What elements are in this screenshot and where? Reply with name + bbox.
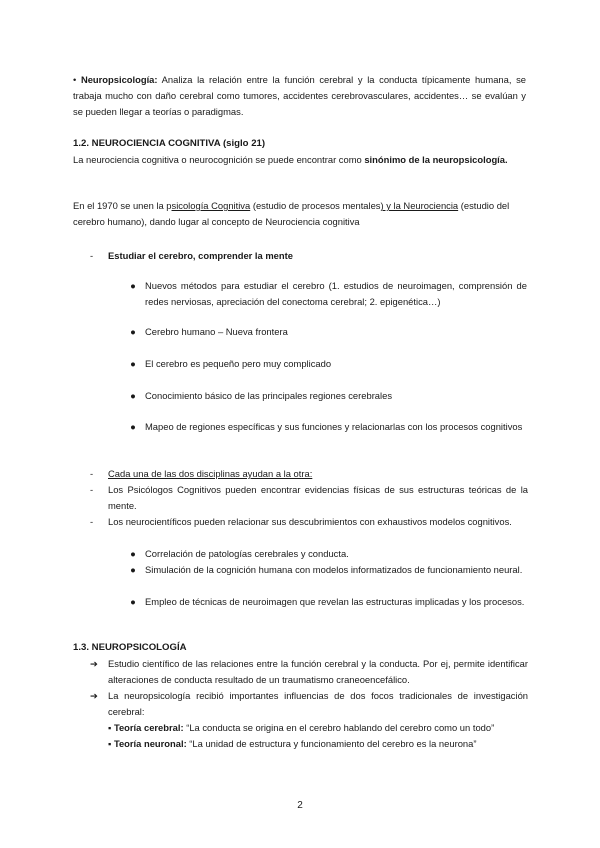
- sub-bullet-item: Empleo de técnicas de neuroimagen que revelan las estructuras implicadas y los procesos.: [145, 596, 525, 607]
- arrow-item: La neuropsicología recibió importantes influencias de dos focos tradicionales de investigación cerebral:: [108, 690, 528, 717]
- bullet-item: Cerebro humano – Nueva frontera: [145, 326, 288, 337]
- sub-heading: Estudiar el cerebro, comprender la mente: [108, 250, 293, 261]
- bullet-icon: •: [73, 74, 77, 85]
- small-bullet-icon: ▪: [108, 738, 112, 749]
- bullet-icon: ●: [130, 548, 136, 559]
- bullet-icon: ●: [130, 326, 136, 337]
- section-1-2-paragraph-1: [73, 152, 526, 168]
- dash-item: Los neurocientíficos pueden relacionar sus descubrimientos con exhaustivos modelos cognitivos.: [108, 516, 512, 527]
- sub-bullet-item: Simulación de la cognición humana con modelos informatizados de funcionamiento neural.: [145, 564, 523, 575]
- bullet-icon: ●: [130, 358, 136, 369]
- theory-cerebral: [108, 720, 538, 736]
- theory1-label: Teoría cerebral:: [113, 722, 184, 733]
- bullet-icon: ●: [130, 280, 136, 291]
- bullet-item: Conocimiento básico de las principales regiones cerebrales: [145, 390, 393, 401]
- section-heading-1-3: 1.3. NEUROPSICOLOGÍA: [73, 642, 187, 653]
- bullet-item: El cerebro es pequeño pero muy complicado: [145, 358, 332, 369]
- theory1-quote: “La conducta se origina en el cerebro hablando del cerebro como un todo”: [183, 722, 495, 733]
- arrow-icon: ➔: [90, 658, 98, 669]
- dash-marker: -: [90, 250, 94, 261]
- intro-term: Neuropsicología:: [80, 74, 158, 85]
- p2-text-c: (estudio del cerebro humano), dando lugar al concepto de Neurociencia cognitiva: [73, 200, 510, 227]
- p1-bold-text: sinónimo de la neuropsicología.: [364, 154, 508, 165]
- p2-underlined-1: sicología Cognitiva: [171, 200, 251, 211]
- bullet-item: Nuevos métodos para estudiar el cerebro (1. estudios de neuroimagen, comprensión de redes nerviosas, apreciación del conectoma cerebral; 2. epigenética…): [145, 280, 527, 307]
- bullet-item: Mapeo de regiones específicas y sus funciones y relacionarlas con los procesos cognitivos: [145, 421, 523, 432]
- arrow-icon: ➔: [90, 690, 98, 701]
- page-number: 2: [297, 800, 303, 811]
- section-1-2-paragraph-2: [73, 198, 528, 230]
- intro-paragraph: [73, 72, 526, 120]
- arrow-item: Estudio científico de las relaciones entre la función cerebral y la conducta. Por ej, permite identificar alteraciones de conducta resultado de un traumatismo craneoencefálico.: [108, 658, 528, 685]
- dash-marker: -: [90, 484, 94, 495]
- theory-neuronal: [108, 736, 538, 752]
- p2-text-b: (estudio de procesos mentales: [250, 200, 381, 211]
- theory2-label: Teoría neuronal:: [113, 738, 187, 749]
- intro-text: Analiza la relación entre la función cerebral y la conducta típicamente humana, se trabaja mucho con daño cerebral como tumores, accidentes cerebrovasculares, accidentes… se evalúan y se pueden llegar a teorías o paradigmas.: [73, 74, 527, 117]
- bullet-icon: ●: [130, 421, 136, 432]
- dash-marker: -: [90, 468, 94, 479]
- dash-marker: -: [90, 516, 94, 527]
- p2-underlined-2: ) y la Neurociencia: [380, 200, 459, 211]
- p1-text: La neurociencia cognitiva o neurocognición se puede encontrar como: [73, 154, 362, 165]
- theory2-quote: “La unidad de estructura y funcionamiento del cerebro es la neurona”: [186, 738, 477, 749]
- sub-bullet-item: Correlación de patologías cerebrales y conducta.: [145, 548, 349, 559]
- bullet-icon: ●: [130, 596, 136, 607]
- section-heading-1-2: 1.2. NEUROCIENCIA COGNITIVA (siglo 21): [73, 138, 266, 149]
- dash-item: Cada una de las dos disciplinas ayudan a la otra:: [108, 468, 313, 479]
- p2-text-a: En el 1970 se unen la p: [73, 200, 172, 211]
- bullet-icon: ●: [130, 390, 136, 401]
- small-bullet-icon: ▪: [108, 722, 112, 733]
- dash-item: Los Psicólogos Cognitivos pueden encontrar evidencias físicas de sus estructuras teóricas de la mente.: [108, 484, 528, 511]
- bullet-icon: ●: [130, 564, 136, 575]
